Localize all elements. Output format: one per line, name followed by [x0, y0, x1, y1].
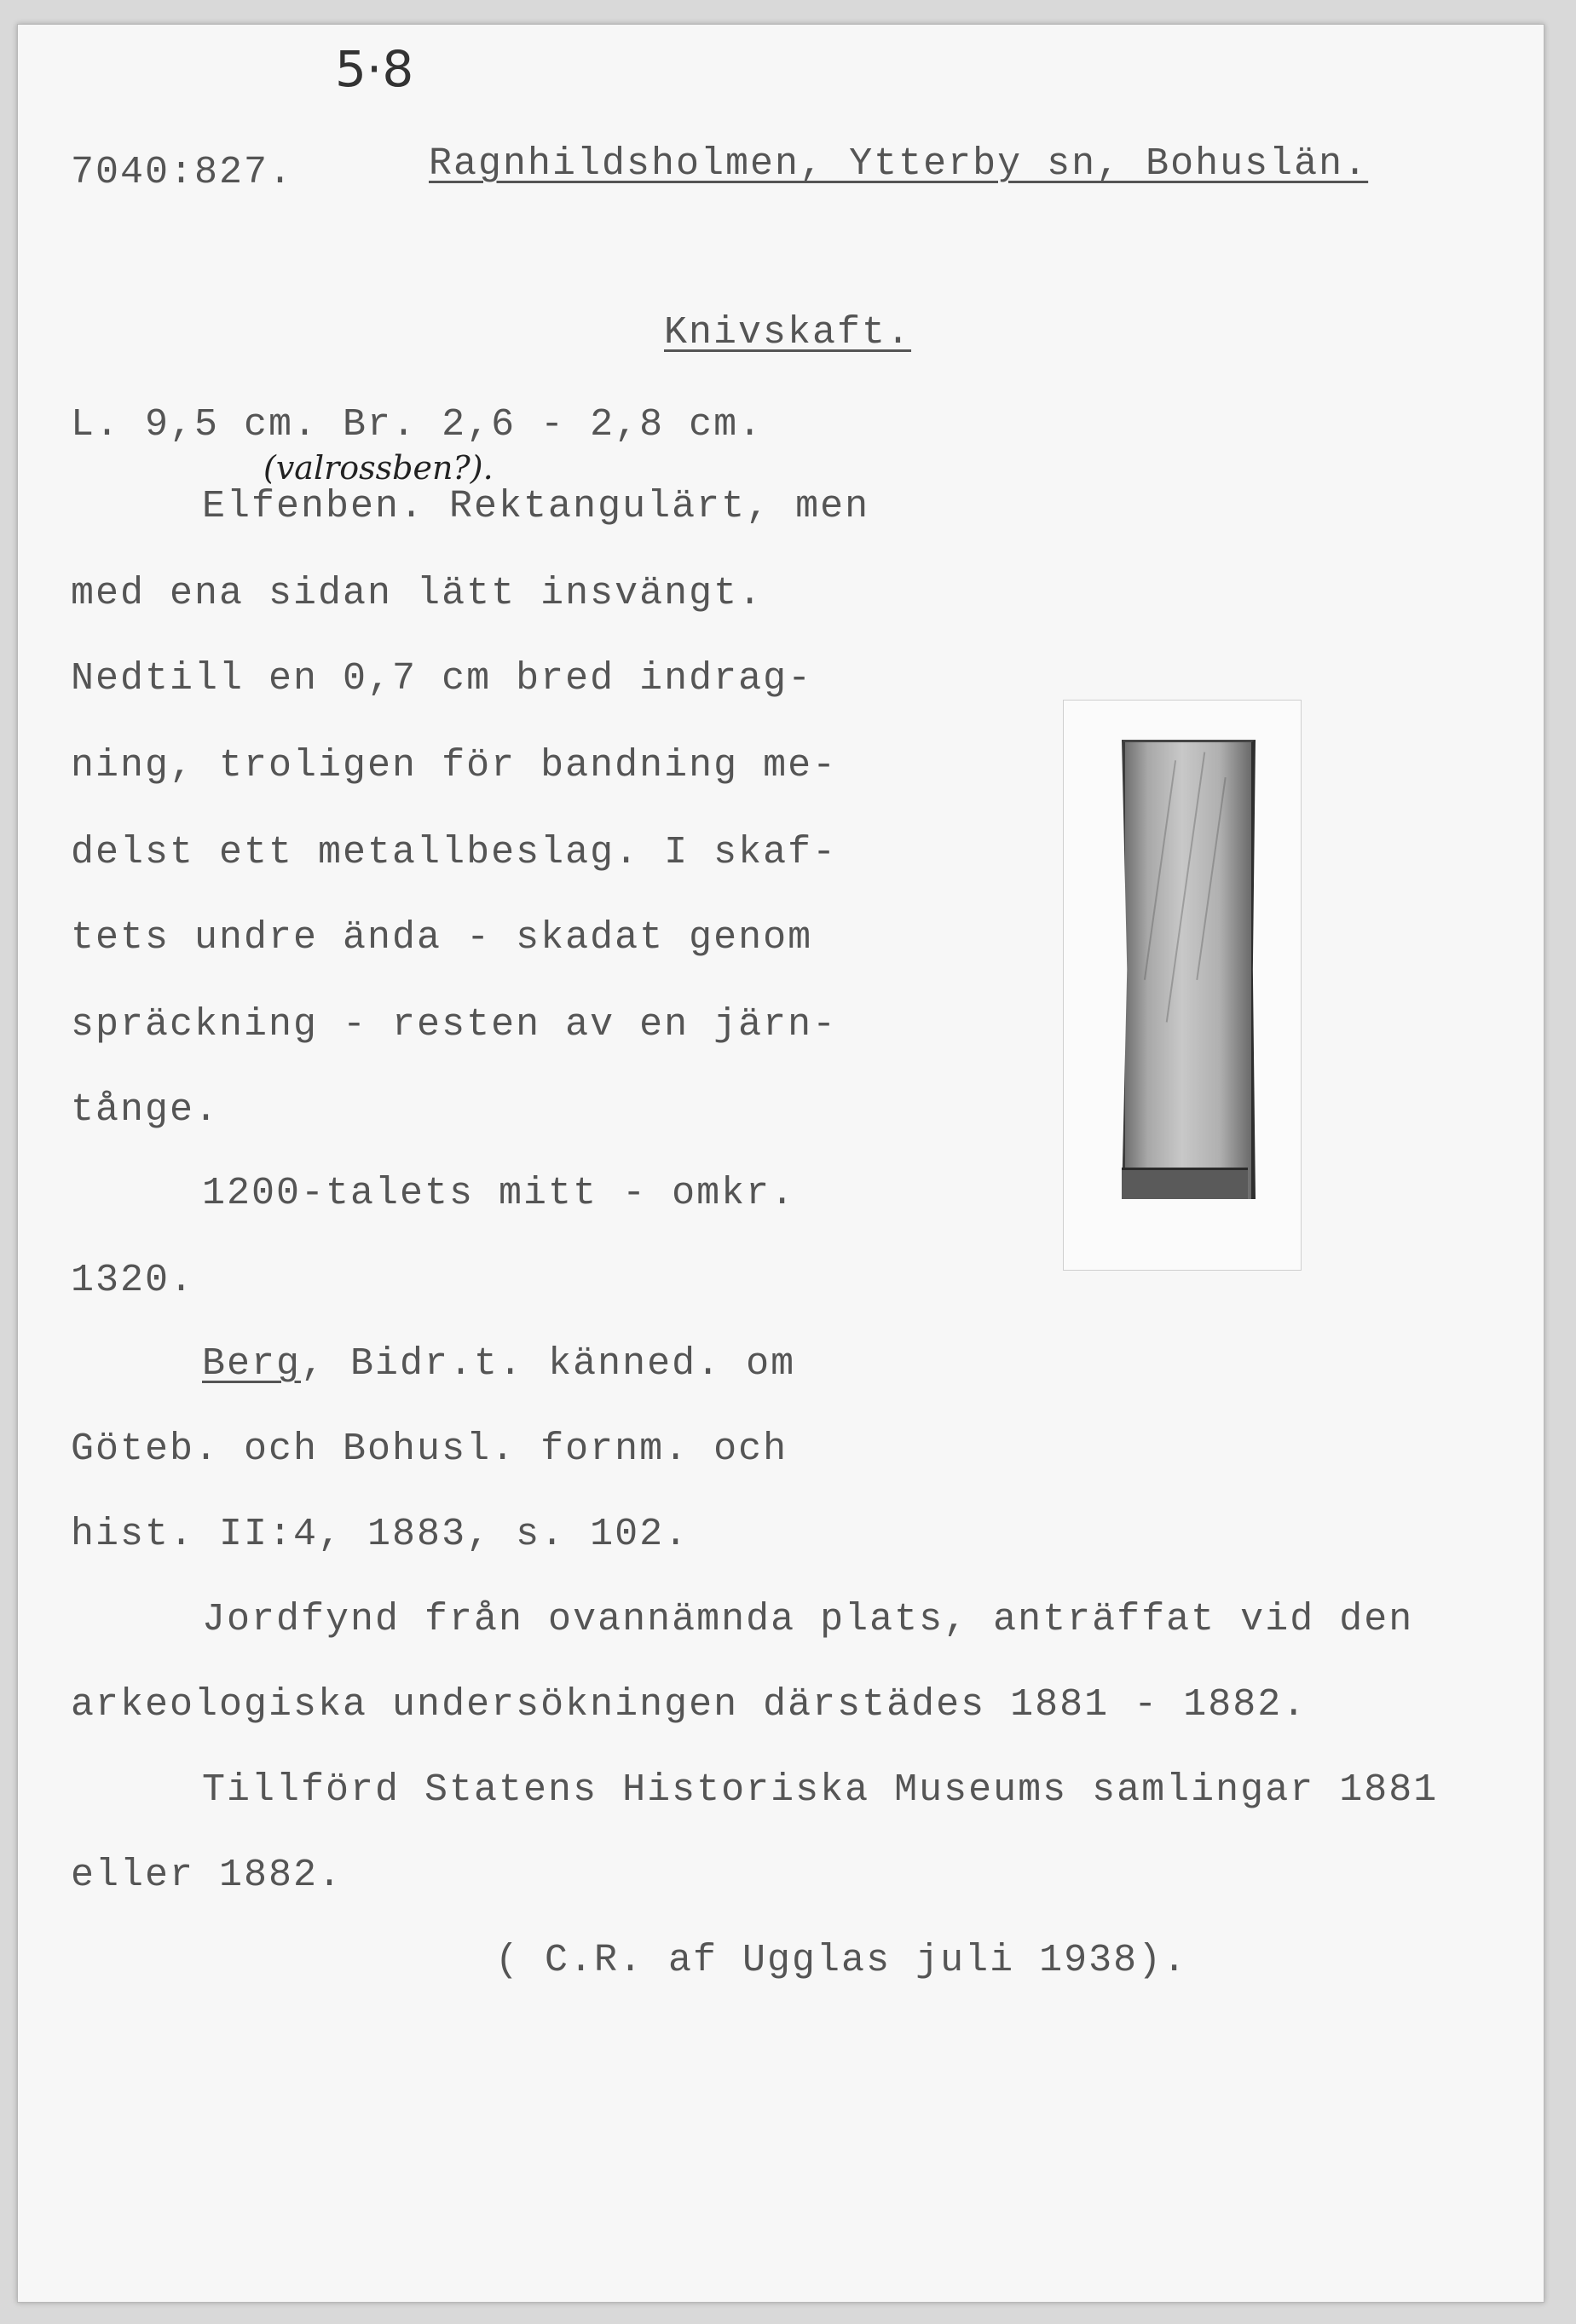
description-line-8: tånge. — [71, 1088, 220, 1132]
catalogue-card — [17, 24, 1544, 2303]
description-line-2: med ena sidan lätt insvängt. — [71, 572, 764, 615]
description-line-5: delst ett metallbeslag. I skaf- — [71, 831, 838, 874]
find-line-2: arkeologiska undersökningen därstädes 1881 - 1882. — [71, 1683, 1308, 1727]
object-title: Knivskaft. — [664, 311, 912, 355]
reference-line-3: hist. II:4, 1883, s. 102. — [71, 1513, 690, 1556]
corner-note: 5·8 — [335, 40, 414, 98]
knife-handle-image — [1122, 740, 1256, 1199]
reference-line-1 — [202, 1342, 795, 1386]
acquisition-line-2: eller 1882. — [71, 1854, 343, 1897]
inventory-number: 7040:827. — [71, 151, 294, 194]
reference-title: , Bidr.t. känned. om — [301, 1342, 796, 1386]
find-location: Ragnhildsholmen, Ytterby sn, Bohuslän. — [429, 142, 1369, 186]
acquisition-line-1: Tillförd Statens Historiska Museums samlingar 1881 — [202, 1768, 1439, 1812]
dating-line-1: 1200-talets mitt - omkr. — [202, 1172, 796, 1215]
handwritten-annotation: (valrossben?). — [263, 449, 494, 487]
reference-author: Berg — [202, 1342, 302, 1386]
reference-line-2: Göteb. och Bohusl. fornm. och — [71, 1427, 788, 1471]
object-photograph — [1063, 700, 1302, 1271]
signature: ( C.R. af Ugglas juli 1938). — [495, 1939, 1188, 1982]
dating-line-2: 1320. — [71, 1259, 195, 1302]
description-line-6: tets undre ända - skadat genom — [71, 916, 813, 960]
description-line-4: ning, troligen för bandning me- — [71, 744, 838, 787]
description-line-7: spräckning - resten av en järn- — [71, 1003, 838, 1047]
handle-band-image — [1122, 1168, 1248, 1199]
description-line-1: Elfenben. Rektangulärt, men — [202, 485, 870, 528]
measurements: L. 9,5 cm. Br. 2,6 - 2,8 cm. — [71, 403, 764, 447]
find-line-1: Jordfynd från ovannämnda plats, anträffat vid den — [202, 1598, 1414, 1641]
description-line-3: Nedtill en 0,7 cm bred indrag- — [71, 657, 813, 701]
